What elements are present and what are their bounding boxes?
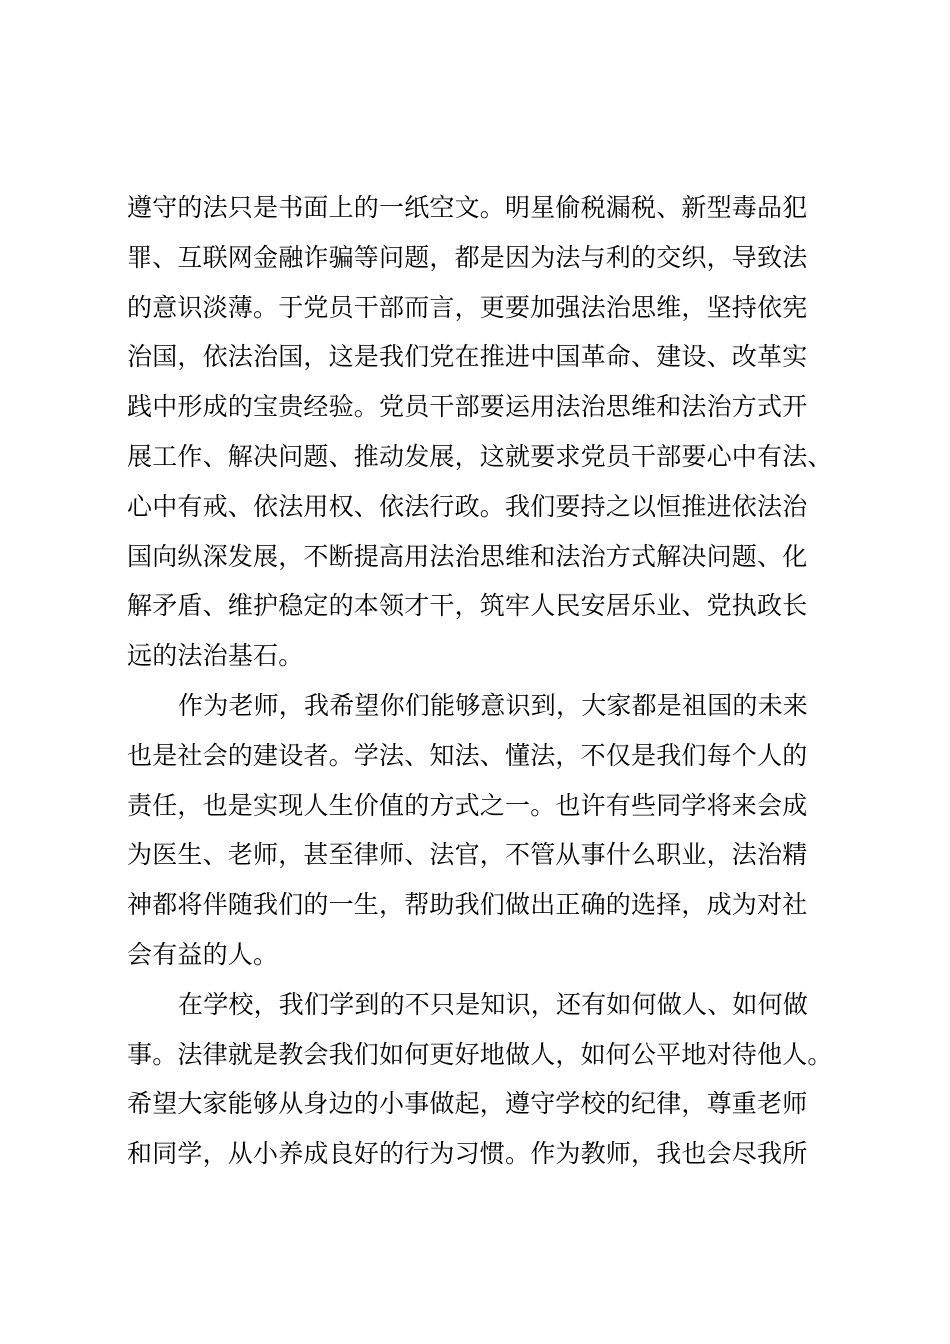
text-line: 事。法律就是教会我们如何更好地做人，如何公平地对待他人。	[127, 1039, 833, 1069]
text-line: 和同学，从小养成良好的行为习惯。作为教师，我也会尽我所	[127, 1139, 808, 1169]
text-line: 远的法治基石。	[127, 641, 304, 671]
text-line: 遵守的法只是书面上的一纸空文。明星偷税漏税、新型毒品犯	[127, 193, 808, 222]
text-line: 罪、互联网金融诈骗等问题，都是因为法与利的交织，导致法	[127, 242, 808, 272]
document-body	[127, 183, 847, 1179]
text-line: 心中有戒、依法用权、依法行政。我们要持之以恒推进依法治	[127, 491, 808, 521]
text-line: 解矛盾、维护稳定的本领才干，筑牢人民安居乐业、党执政长	[127, 591, 808, 621]
text-line: 作为老师，我希望你们能够意识到，大家都是祖国的未来	[178, 690, 809, 720]
text-line: 为医生、老师，甚至律师、法官，不管从事什么职业，法治精	[127, 840, 808, 870]
text-line: 践中形成的宝贵经验。党员干部要运用法治思维和法治方式开	[127, 392, 808, 422]
text-line: 也是社会的建设者。学法、知法、懂法，不仅是我们每个人的	[127, 740, 808, 770]
paragraph-3	[127, 980, 847, 1179]
text-line: 的意识淡薄。于党员干部而言，更要加强法治思维，坚持依宪	[127, 292, 808, 322]
text-line: 希望大家能够从身边的小事做起，遵守学校的纪律，尊重老师	[127, 1089, 808, 1119]
text-line: 治国，依法治国，这是我们党在推进中国革命、建设、改革实	[127, 342, 808, 372]
text-line: 展工作、解决问题、推动发展，这就要求党员干部要心中有法、	[127, 441, 833, 471]
text-line: 在学校，我们学到的不只是知识，还有如何做人、如何做	[178, 989, 809, 1019]
text-line: 神都将伴随我们的一生，帮助我们做出正确的选择，成为对社	[127, 890, 808, 920]
paragraph-1	[127, 183, 847, 681]
text-line: 责任，也是实现人生价值的方式之一。也许有些同学将来会成	[127, 790, 808, 820]
text-line: 会有益的人。	[127, 939, 279, 969]
paragraph-2	[127, 681, 847, 980]
text-line: 国向纵深发展，不断提高用法治思维和法治方式解决问题、化	[127, 541, 808, 571]
